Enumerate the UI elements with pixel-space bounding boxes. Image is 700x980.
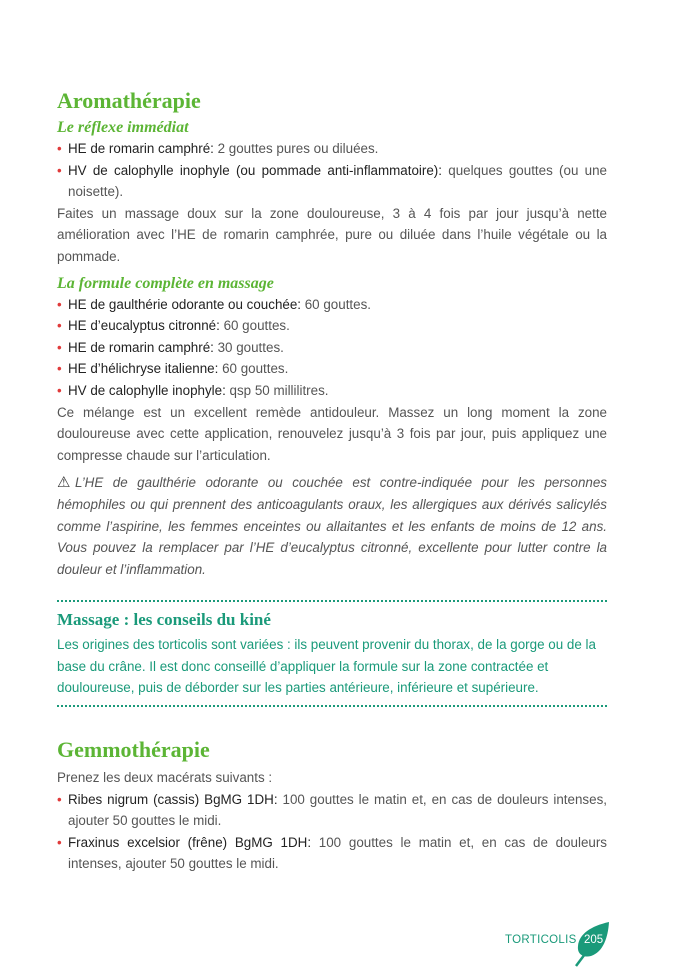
- running-head: TORTICOLIS: [505, 934, 577, 946]
- list-item: • HV de calophylle inophyle (ou pommade anti-inflammatoire): quelques gouttes (ou une noisette).: [57, 160, 607, 203]
- bullet-icon: •: [57, 318, 62, 334]
- bullet-icon: •: [57, 162, 62, 178]
- paragraph: Prenez les deux macérats suivants :: [57, 770, 273, 786]
- list-item: • HE d’hélichryse italienne: 60 gouttes.: [57, 358, 607, 380]
- bullet-icon: •: [57, 382, 62, 398]
- subheading-formule: La formule complète en massage: [57, 274, 274, 292]
- bullet-icon: •: [57, 361, 62, 377]
- list-item: • HE d’eucalyptus citronné: 60 gouttes.: [57, 315, 607, 337]
- paragraph: Ce mélange est un excellent remède antidouleur. Massez un long moment la zone douloureuse avec cette application, renouvelez jusqu’à 3 fois par jour, puis appliquez une compresse chaude sur l’articulation.: [57, 404, 607, 463]
- page-footer: [505, 928, 615, 973]
- warning-note: ⚠ L’HE de gaulthérie odorante ou couchée est contre-indiquée pour les personnes hémophiles ou qui prennent des anticoagulants oraux, les allergiques aux dérivés salicylés comme l’aspirine, les femmes enceintes ou allaitantes et les enfants de moins de 12 ans. Vous pouvez la remplacer par l’HE d’eucalyptus citronné, excellente pour lutter contre la douleur et l’inflammation.: [57, 474, 607, 577]
- list-item: • HE de romarin camphré: 30 gouttes.: [57, 337, 607, 359]
- section-title-massage: Massage : les conseils du kiné: [57, 610, 271, 630]
- subheading-reflexe: Le réflexe immédiat: [57, 119, 189, 136]
- section-title-aromatherapie: Aromathérapie: [57, 88, 201, 113]
- section-title-gemmotherapie: Gemmothérapie: [57, 737, 210, 763]
- bullet-list-gemmo: [57, 789, 607, 875]
- massage-text: Les origines des torticolis sont variées : ils peuvent provenir du thorax, de la gorge ou de la base du crâne. Il est donc conseillé d’appliquer la formule sur la zone contractée et douloureuse, puis de déborder sur les parties antérieure, inférieure et supérieure.: [57, 637, 596, 696]
- bullet-icon: •: [57, 791, 62, 807]
- list-item: • Fraxinus excelsior (frêne) BgMG 1DH: 100 gouttes le matin et, en cas de douleurs intenses, ajouter 50 gouttes le midi.: [57, 832, 607, 875]
- list-item: • Ribes nigrum (cassis) BgMG 1DH: 100 gouttes le matin et, en cas de douleurs intenses, ajouter 50 gouttes le midi.: [57, 789, 607, 832]
- bullet-icon: •: [57, 296, 62, 312]
- bullet-list-reflexe: [57, 138, 607, 203]
- dotted-divider: [57, 705, 607, 707]
- list-item: • HE de romarin camphré: 2 gouttes pures ou diluées.: [57, 138, 607, 160]
- bullet-icon: •: [57, 141, 62, 156]
- paragraph: Faites un massage doux sur la zone douloureuse, 3 à 4 fois par jour jusqu’à nette amélioration avec l’HE de romarin camphrée, pure ou diluée dans l’huile végétale ou la pommade.: [57, 205, 607, 264]
- list-item: • HV de calophylle inophyle: qsp 50 millilitres.: [57, 380, 607, 402]
- page-number: 205: [584, 934, 604, 946]
- bullet-icon: •: [57, 834, 62, 850]
- dotted-divider: [57, 600, 607, 602]
- bullet-list-formule: [57, 294, 607, 402]
- warning-icon: ⚠: [57, 474, 71, 492]
- list-item: • HE de gaulthérie odorante ou couchée: 60 gouttes.: [57, 294, 607, 316]
- page-content: [57, 86, 607, 875]
- bullet-icon: •: [57, 339, 62, 355]
